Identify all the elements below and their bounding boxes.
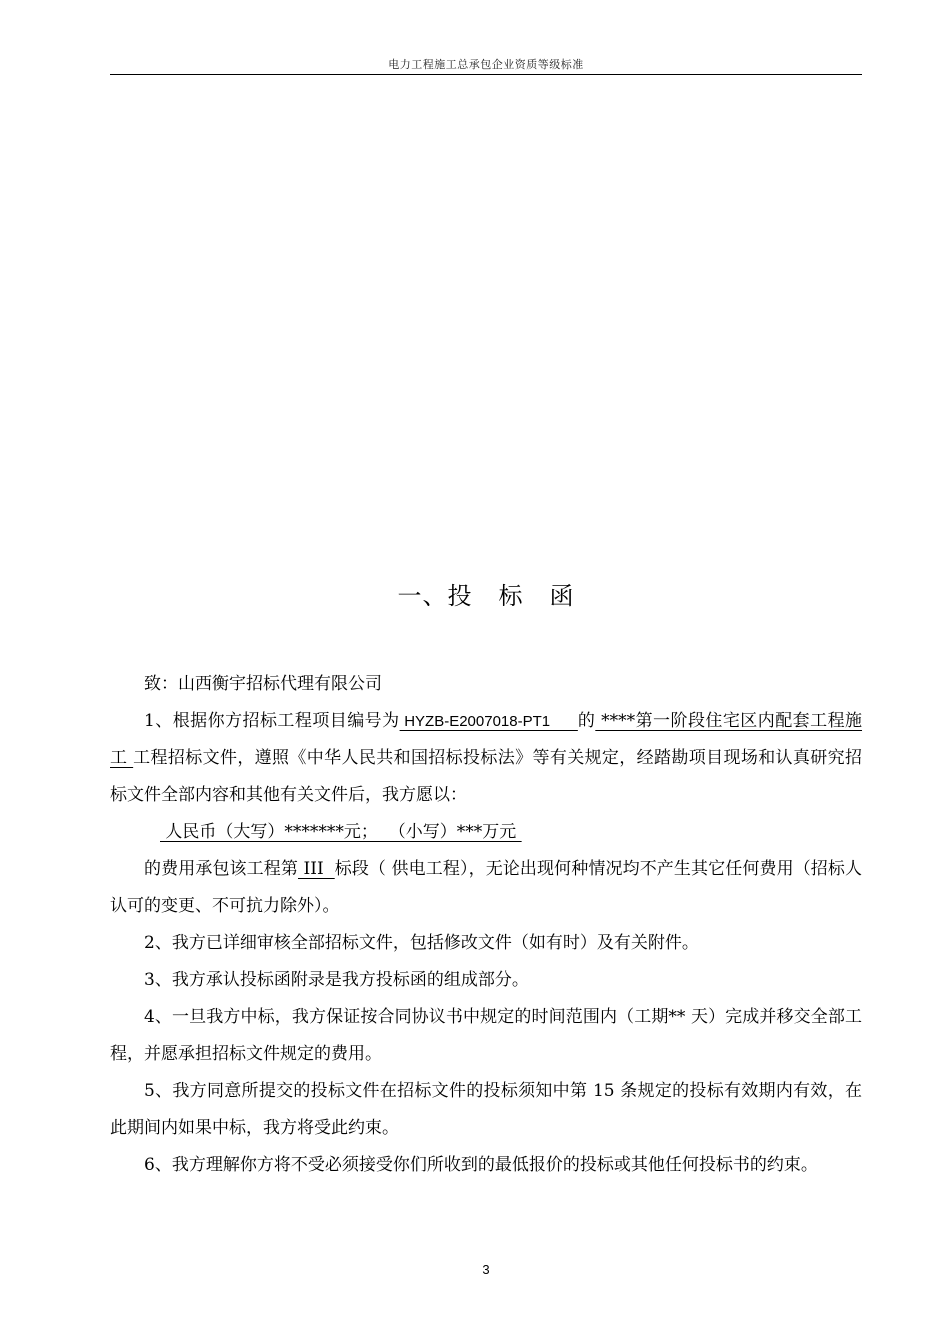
item-1-text-b: 的 xyxy=(577,711,596,731)
item-1-text-c: 工程招标文件，遵照《中华人民共和国招标投标法》等有关规定，经踏勘项目现场和认真研究招标文件全部内容和其他有关文件后，我方愿以： xyxy=(110,748,863,805)
title-part-3: 函 xyxy=(549,582,575,610)
item-1-cont-text-b: 标段（ 供电工程），无论出现何种情况均不产生其它任何费用（招标人认可的变更、不可抗力除外）。 xyxy=(110,859,863,916)
title-part-1: 一、投 xyxy=(397,582,473,610)
header-divider xyxy=(110,74,862,75)
running-header: 电力工程施工总承包企业资质等级标准 xyxy=(388,58,584,71)
item-1-continued xyxy=(110,851,862,925)
project-name: ****第一阶段住宅区内配套工程施工 xyxy=(110,711,863,768)
salutation: 致：山西衡宇招标代理有限公司 xyxy=(144,674,382,694)
item-1 xyxy=(110,703,862,814)
section-number: III xyxy=(298,859,335,879)
section-title xyxy=(110,576,862,611)
item-3: 3、我方承认投标函附录是我方投标函的组成部分。 xyxy=(144,970,529,990)
bid-amount: 人民币（大写）*******元； （小写）***万元 xyxy=(160,822,522,842)
letter-body xyxy=(110,666,862,1184)
project-number: HYZB-E2007018-PT1 xyxy=(399,713,578,730)
item-2: 2、我方已详细审核全部招标文件，包括修改文件（如有时）及有关附件。 xyxy=(144,933,699,953)
page-number: 3 xyxy=(482,1262,490,1277)
item-5: 5、我方同意所提交的投标文件在招标文件的投标须知中第 15 条规定的投标有效期内有效，在此期间内如果中标，我方将受此约束。 xyxy=(110,1081,862,1138)
title-part-2: 标 xyxy=(498,582,524,610)
item-1-text-a: 1、根据你方招标工程项目编号为 xyxy=(144,711,400,731)
item-6: 6、我方理解你方将不受必须接受你们所收到的最低报价的投标或其他任何投标书的约束。 xyxy=(144,1155,818,1175)
item-4: 4、一旦我方中标，我方保证按合同协议书中规定的时间范围内（工期** 天）完成并移交全部工程，并愿承担招标文件规定的费用。 xyxy=(110,1007,862,1064)
item-1-cont-text-a: 的费用承包该工程第 xyxy=(144,859,298,879)
bid-amount-line xyxy=(110,814,862,851)
